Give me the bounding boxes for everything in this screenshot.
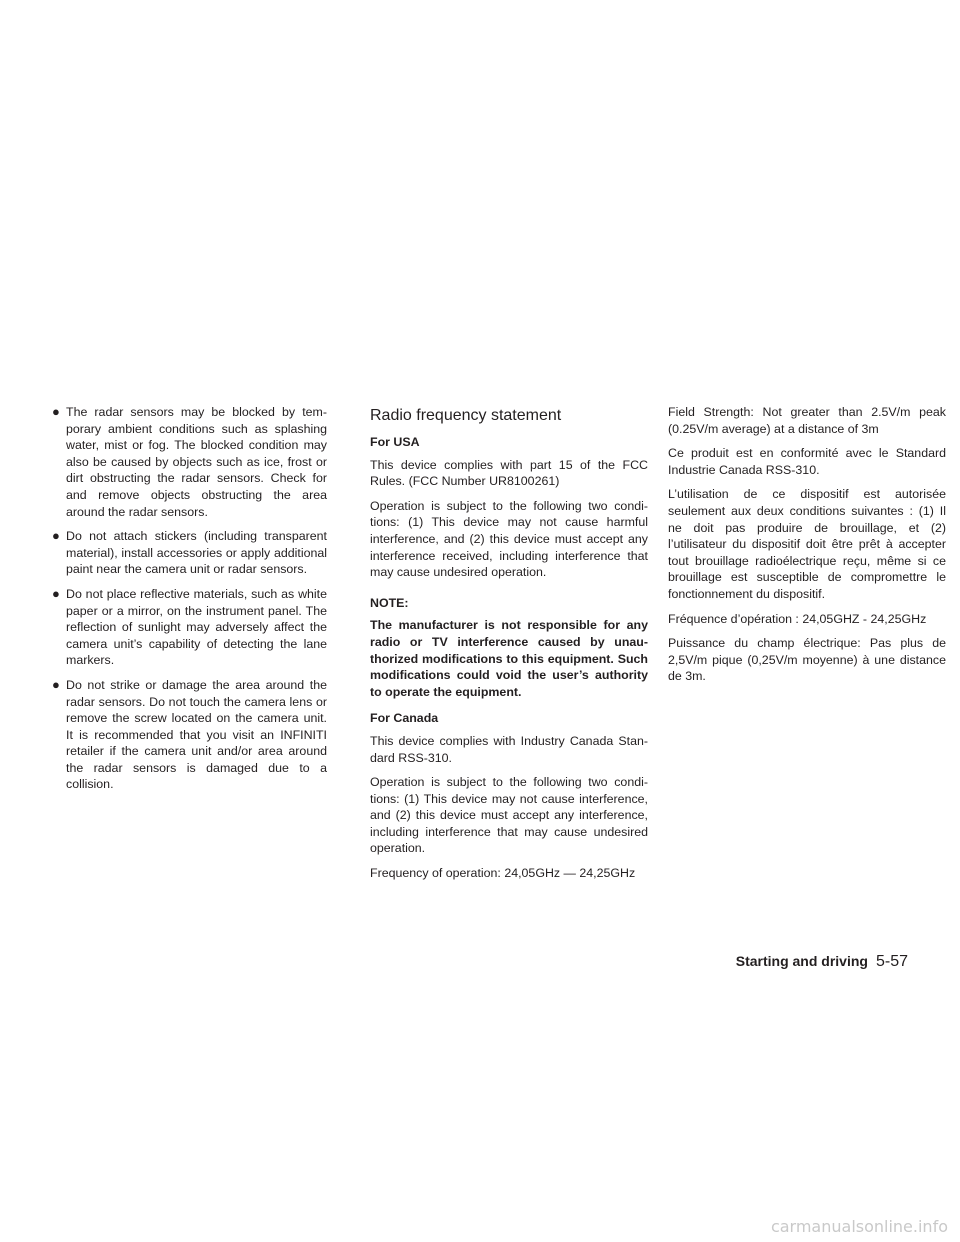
bullet-text: The radar sensors may be blocked by temporary ambient conditions such as splashing water, mist or fog. The blocked condition may also be caused by objects such as ice, frost or dirt obstructing the radar sensors. Check for and remove objects obstructing the area around the radar sensors. [66,405,327,519]
caution-bullet-list [52,404,327,793]
note-heading: NOTE: [370,595,409,610]
page-footer [736,953,908,971]
bullet-icon: ● [52,528,60,544]
field-strength: Field Strength: Not greater than 2.5V/m peak (0.25V/m average) at a distance of 3m [668,405,946,436]
middle-column [370,404,648,890]
usa-paragraph-1: This device complies with part 15 of the FCC Rules. (FCC Number UR8100261) [370,457,648,489]
bullet-icon: ● [52,404,60,419]
bullet-icon: ● [52,585,60,601]
list-item [52,404,327,520]
bullet-text: Do not place reflective materials, such as white paper or a mirror, on the instrument panel. The reflection of sunlight may adversely affect the camera unit’s capability of detecting the lane markers. [66,586,327,668]
list-item [52,528,327,578]
canada-heading: For Canada [370,711,439,726]
french-power: Puissance du champ électrique: Pas plus de 2,5V/m pique (0,25V/m moyenne) à une distance de 3m. [668,636,946,684]
list-item [52,586,327,669]
canada-paragraph-1: This device complies with Industry Canada Standard RSS-310. [370,733,648,765]
note-body: The manufacturer is not responsible for any radio or TV interference caused by unauthorized modifications to this equipment. Such modifications could void the user’s authority to operate the equipment. [370,618,648,699]
french-frequency: Fréquence d’opération : 24,05GHZ - 24,25GHz [668,611,927,626]
bullet-text: Do not strike or damage the area around the radar sensors. Do not touch the camera lens or remove the screw located on the camera unit. It is recommended that you visit an INFINITI retailer if the camera unit and/or area around the radar sensors is damaged due to a collision. [66,677,327,792]
usa-heading: For USA [370,435,420,449]
bullet-text: Do not attach stickers (including transparent material), install accessories or apply additional paint near the camera unit or radar sensors. [66,529,327,577]
footer-section-name: Starting and driving [735,953,868,969]
usa-paragraph-2: Operation is subject to the following two conditions: (1) This device may not cause harmful interference, and (2) this device must accept any interference received, including interference that may cause undesired operation. [370,498,648,580]
left-column [52,404,327,801]
canada-paragraph-2: Operation is subject to the following two conditions: (1) This device may not cause interference, and (2) this device must accept any interference, including interference that may cause undesired operation. [370,775,648,856]
page-number: 5-57 [875,953,908,970]
list-item [52,677,327,793]
canada-frequency: Frequency of operation: 24,05GHz — 24,25GHz [370,866,636,881]
french-paragraph-2: L’utilisation de ce dispositif est autorisée seulement aux deux conditions suivantes : (1) Il ne doit pas produire de brouillage, et (2) l’utilisateur du dispositif doit être prêt à accepter tout brouillage radioélectrique reçu, même si ce brouillage est susceptible de compromettre le fonctionnement du dispositif. [668,487,946,601]
french-paragraph-1: Ce produit est en conformité avec le Standard Industrie Canada RSS-310. [668,446,946,477]
watermark: carmanualsonline.info [770,1217,948,1236]
section-title: Radio frequency statement [370,407,562,424]
right-column [668,404,946,693]
bullet-icon: ● [52,676,60,692]
